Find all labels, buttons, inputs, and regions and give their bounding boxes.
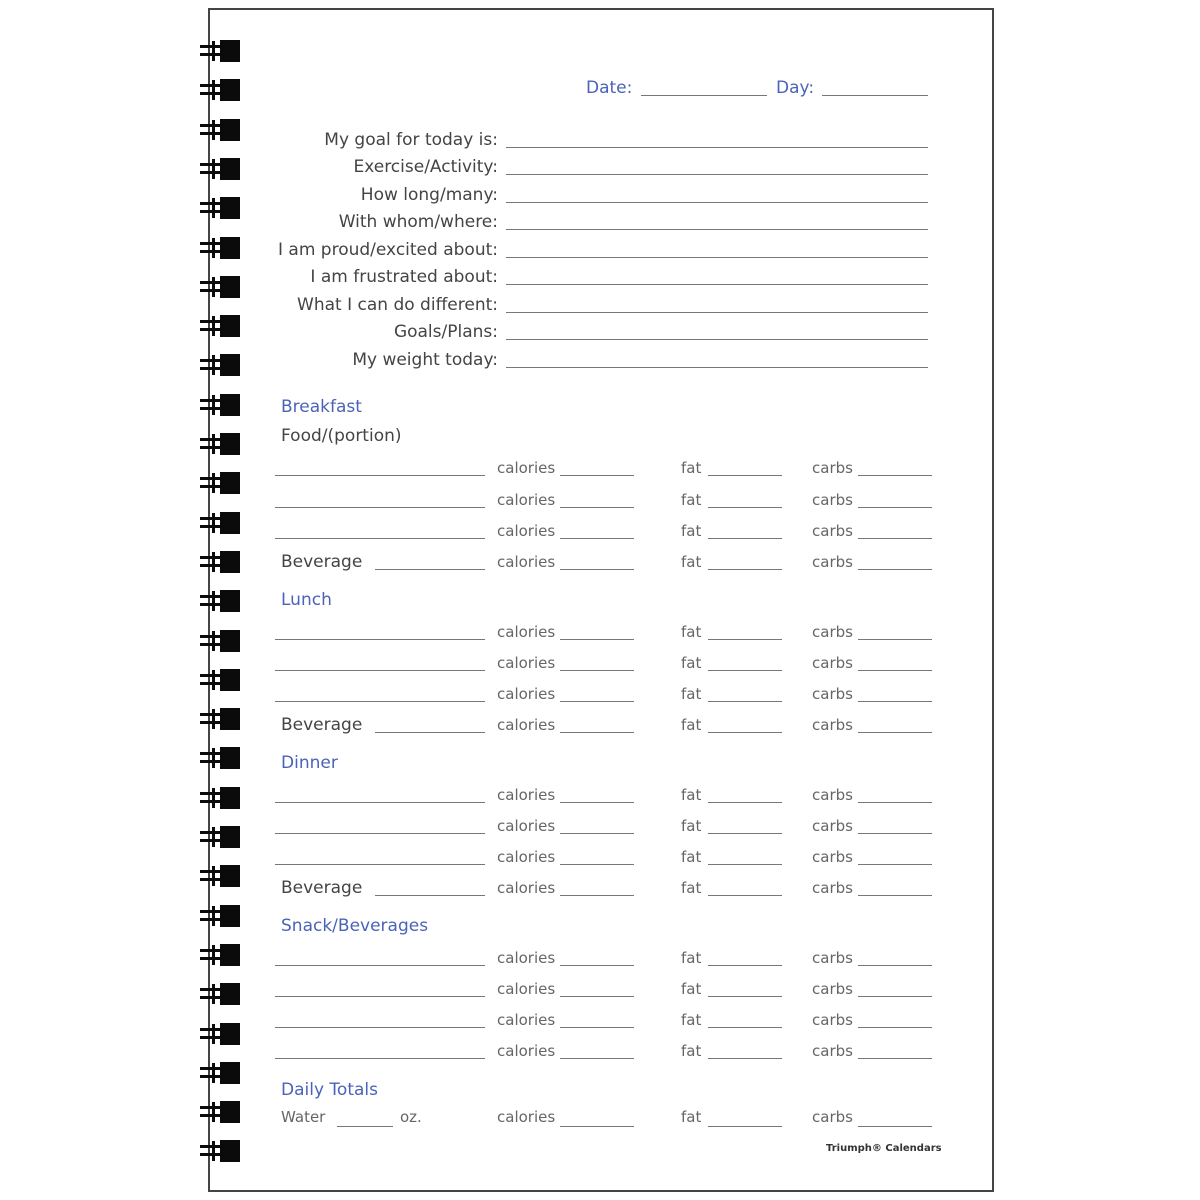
fat-label: fat	[681, 654, 702, 672]
calories-field[interactable]	[560, 701, 634, 702]
food-field[interactable]	[275, 1027, 485, 1028]
calories-field[interactable]	[560, 802, 634, 803]
fat-label: fat	[681, 522, 702, 540]
spiral-ring	[200, 944, 242, 968]
carbs-field[interactable]	[858, 864, 932, 865]
carbs-field[interactable]	[858, 965, 932, 966]
fat-field[interactable]	[708, 965, 782, 966]
fat-field[interactable]	[708, 996, 782, 997]
goal-field[interactable]	[506, 284, 928, 285]
carbs-label: carbs	[812, 685, 853, 703]
spiral-ring	[200, 79, 242, 103]
carbs-label: carbs	[812, 848, 853, 866]
calories-label: calories	[497, 685, 556, 703]
spiral-ring	[200, 551, 242, 575]
calories-label: calories	[497, 553, 556, 571]
calories-field[interactable]	[560, 996, 634, 997]
carbs-field[interactable]	[858, 895, 932, 896]
beverage-label: Beverage	[281, 715, 363, 735]
carbs-label: carbs	[812, 1108, 853, 1126]
breakfast-heading: Breakfast	[281, 397, 362, 417]
spiral-binding	[200, 40, 242, 1170]
carbs-label: carbs	[812, 786, 853, 804]
spiral-ring	[200, 747, 242, 771]
calories-label: calories	[497, 1108, 556, 1126]
carbs-field[interactable]	[858, 1126, 932, 1127]
spiral-ring	[200, 1062, 242, 1086]
fat-label: fat	[681, 553, 702, 571]
goal-label: What I can do different:	[297, 295, 498, 315]
food-field[interactable]	[275, 802, 485, 803]
calories-field[interactable]	[560, 639, 634, 640]
carbs-label: carbs	[812, 654, 853, 672]
calories-label: calories	[497, 459, 556, 477]
food-field[interactable]	[275, 965, 485, 966]
goal-field[interactable]	[506, 174, 928, 175]
carbs-label: carbs	[812, 522, 853, 540]
date-label: Date:	[586, 78, 633, 98]
spiral-ring	[200, 669, 242, 693]
food-field[interactable]	[275, 670, 485, 671]
calories-field[interactable]	[560, 965, 634, 966]
fat-field[interactable]	[708, 864, 782, 865]
food-field[interactable]	[275, 639, 485, 640]
spiral-ring	[200, 787, 242, 811]
calories-field[interactable]	[560, 569, 634, 570]
carbs-field[interactable]	[858, 670, 932, 671]
carbs-label: carbs	[812, 1011, 853, 1029]
carbs-field[interactable]	[858, 701, 932, 702]
daily-totals-heading: Daily Totals	[281, 1080, 378, 1100]
date-field[interactable]	[641, 95, 767, 96]
calories-label: calories	[497, 817, 556, 835]
calories-label: calories	[497, 980, 556, 998]
carbs-label: carbs	[812, 817, 853, 835]
fat-field[interactable]	[708, 569, 782, 570]
calories-label: calories	[497, 949, 556, 967]
carbs-field[interactable]	[858, 538, 932, 539]
spiral-ring	[200, 1023, 242, 1047]
food-field[interactable]	[275, 996, 485, 997]
goal-label: Exercise/Activity:	[353, 157, 498, 177]
goal-field[interactable]	[506, 202, 928, 203]
carbs-field[interactable]	[858, 1058, 932, 1059]
food-field[interactable]	[275, 701, 485, 702]
goal-label: My goal for today is:	[324, 130, 498, 150]
spiral-ring	[200, 983, 242, 1007]
food-field[interactable]	[275, 864, 485, 865]
fat-field[interactable]	[708, 1126, 782, 1127]
calories-field[interactable]	[560, 670, 634, 671]
calories-label: calories	[497, 522, 556, 540]
goal-field[interactable]	[506, 312, 928, 313]
beverage-label: Beverage	[281, 552, 363, 572]
spiral-ring	[200, 1140, 242, 1164]
food-portion-label: Food/(portion)	[281, 426, 402, 446]
calories-label: calories	[497, 879, 556, 897]
spiral-ring	[200, 512, 242, 536]
goal-label: How long/many:	[360, 185, 498, 205]
food-field[interactable]	[275, 1058, 485, 1059]
calories-field[interactable]	[560, 475, 634, 476]
carbs-field[interactable]	[858, 732, 932, 733]
spiral-ring	[200, 708, 242, 732]
calories-field[interactable]	[560, 1126, 634, 1127]
spiral-ring	[200, 826, 242, 850]
carbs-field[interactable]	[858, 507, 932, 508]
fat-label: fat	[681, 786, 702, 804]
carbs-field[interactable]	[858, 833, 932, 834]
goal-label: With whom/where:	[338, 212, 498, 232]
fat-field[interactable]	[708, 701, 782, 702]
fat-field[interactable]	[708, 639, 782, 640]
calories-field[interactable]	[560, 1027, 634, 1028]
carbs-label: carbs	[812, 553, 853, 571]
fat-field[interactable]	[708, 670, 782, 671]
calories-label: calories	[497, 623, 556, 641]
fat-field[interactable]	[708, 833, 782, 834]
fat-field[interactable]	[708, 732, 782, 733]
calories-label: calories	[497, 654, 556, 672]
fat-field[interactable]	[708, 1027, 782, 1028]
calories-field[interactable]	[560, 833, 634, 834]
fat-label: fat	[681, 1011, 702, 1029]
spiral-ring	[200, 590, 242, 614]
spiral-ring	[200, 905, 242, 929]
goal-field[interactable]	[506, 339, 928, 340]
calories-field[interactable]	[560, 732, 634, 733]
spiral-ring	[200, 630, 242, 654]
carbs-field[interactable]	[858, 569, 932, 570]
calories-label: calories	[497, 716, 556, 734]
spiral-ring	[200, 1101, 242, 1125]
goal-label: My weight today:	[352, 350, 498, 370]
day-field[interactable]	[822, 95, 928, 96]
fat-label: fat	[681, 848, 702, 866]
fat-label: fat	[681, 980, 702, 998]
water-label: Water	[281, 1108, 326, 1126]
goal-label: I am frustrated about:	[310, 267, 498, 287]
goal-field[interactable]	[506, 257, 928, 258]
fat-field[interactable]	[708, 507, 782, 508]
food-field[interactable]	[275, 538, 485, 539]
goal-label: I am proud/excited about:	[278, 240, 498, 260]
spiral-ring	[200, 394, 242, 418]
calories-field[interactable]	[560, 538, 634, 539]
spiral-ring	[200, 40, 242, 64]
spiral-ring	[200, 472, 242, 496]
calories-label: calories	[497, 848, 556, 866]
oz-label: oz.	[400, 1108, 422, 1126]
calories-label: calories	[497, 1011, 556, 1029]
fat-label: fat	[681, 879, 702, 897]
calories-label: calories	[497, 491, 556, 509]
fat-label: fat	[681, 623, 702, 641]
fat-field[interactable]	[708, 538, 782, 539]
beverage-label: Beverage	[281, 878, 363, 898]
fat-label: fat	[681, 817, 702, 835]
food-field[interactable]	[275, 507, 485, 508]
carbs-label: carbs	[812, 623, 853, 641]
day-label: Day:	[776, 78, 815, 98]
beverage-field[interactable]	[375, 895, 485, 896]
goal-label: Goals/Plans:	[393, 322, 498, 342]
beverage-field[interactable]	[375, 569, 485, 570]
fat-label: fat	[681, 716, 702, 734]
beverage-field[interactable]	[375, 732, 485, 733]
calories-label: calories	[497, 1042, 556, 1060]
carbs-field[interactable]	[858, 802, 932, 803]
calories-field[interactable]	[560, 895, 634, 896]
fat-label: fat	[681, 949, 702, 967]
carbs-label: carbs	[812, 716, 853, 734]
carbs-label: carbs	[812, 459, 853, 477]
fat-label: fat	[681, 1108, 702, 1126]
food-field[interactable]	[275, 475, 485, 476]
snack-heading: Snack/Beverages	[281, 916, 429, 936]
goal-field[interactable]	[506, 229, 928, 230]
carbs-label: carbs	[812, 1042, 853, 1060]
calories-field[interactable]	[560, 864, 634, 865]
dinner-heading: Dinner	[281, 753, 338, 773]
carbs-label: carbs	[812, 949, 853, 967]
fat-label: fat	[681, 491, 702, 509]
fat-field[interactable]	[708, 1058, 782, 1059]
fat-label: fat	[681, 685, 702, 703]
carbs-label: carbs	[812, 491, 853, 509]
brand-label: Triumph® Calendars	[826, 1143, 942, 1154]
food-field[interactable]	[275, 833, 485, 834]
fat-label: fat	[681, 1042, 702, 1060]
carbs-field[interactable]	[858, 475, 932, 476]
fat-field[interactable]	[708, 802, 782, 803]
carbs-label: carbs	[812, 980, 853, 998]
calories-label: calories	[497, 786, 556, 804]
fat-label: fat	[681, 459, 702, 477]
goal-field[interactable]	[506, 367, 928, 368]
fat-field[interactable]	[708, 895, 782, 896]
fat-field[interactable]	[708, 475, 782, 476]
lunch-heading: Lunch	[281, 590, 332, 610]
carbs-field[interactable]	[858, 1027, 932, 1028]
goal-field[interactable]	[506, 147, 928, 148]
water-field[interactable]	[337, 1126, 393, 1127]
calories-field[interactable]	[560, 507, 634, 508]
carbs-field[interactable]	[858, 639, 932, 640]
spiral-ring	[200, 433, 242, 457]
carbs-field[interactable]	[858, 996, 932, 997]
calories-field[interactable]	[560, 1058, 634, 1059]
carbs-label: carbs	[812, 879, 853, 897]
spiral-ring	[200, 865, 242, 889]
